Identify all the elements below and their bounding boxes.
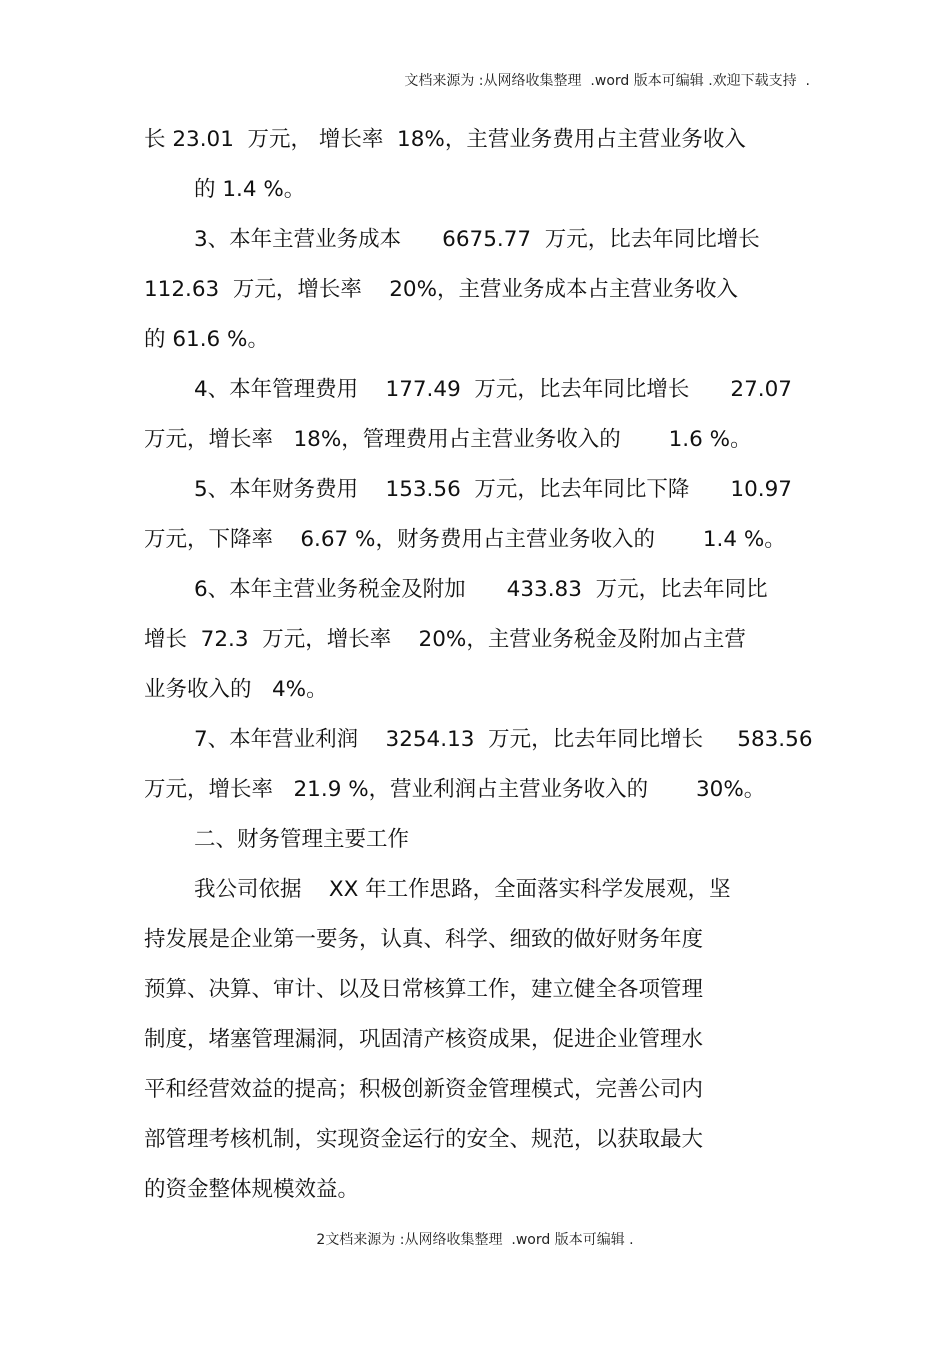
body-line: 5、本年财务费用 153.56 万元，比去年同比下降 10.97 xyxy=(194,477,792,502)
page-footer-note: 文档来源为 :从网络收集整理 .word 版本可编辑 . xyxy=(325,1232,634,1248)
body-line: 制度，堵塞管理漏洞，巩固清产核资成果，促进企业管理水 xyxy=(144,1027,704,1052)
body-line: 平和经营效益的提高；积极创新资金管理模式，完善公司内 xyxy=(144,1077,704,1102)
body-line: 持发展是企业第一要务，认真、科学、细致的做好财务年度 xyxy=(144,927,704,952)
body-line: 我公司依据 XX 年工作思路，全面落实科学发展观，坚 xyxy=(194,877,731,902)
body-line: 业务收入的 4%。 xyxy=(144,677,328,702)
page-number: 2 xyxy=(316,1232,326,1248)
document-body xyxy=(144,120,824,1220)
body-line: 的 61.6 %。 xyxy=(144,327,269,352)
body-line: 6、本年主营业务税金及附加 433.83 万元，比去年同比 xyxy=(194,577,768,602)
body-line: 112.63 万元，增长率 20%，主营业务成本占主营业务收入 xyxy=(144,277,739,302)
page-footer xyxy=(0,1229,950,1249)
body-line: 万元，增长率 21.9 %，营业利润占主营业务收入的 30%。 xyxy=(144,777,766,802)
section-heading: 二、财务管理主要工作 xyxy=(194,827,410,852)
body-line: 的资金整体规模效益。 xyxy=(144,1177,360,1202)
page-header-note: 文档来源为 :从网络收集整理 .word 版本可编辑 .欢迎下载支持 . xyxy=(404,73,810,89)
body-line: 的 1.4 %。 xyxy=(194,177,306,202)
body-line: 3、本年主营业务成本 6675.77 万元，比去年同比增长 xyxy=(194,227,760,252)
body-line: 预算、决算、审计、以及日常核算工作，建立健全各项管理 xyxy=(144,977,704,1002)
body-line: 增长 72.3 万元，增长率 20%，主营业务税金及附加占主营 xyxy=(144,627,746,652)
body-line: 万元，下降率 6.67 %，财务费用占主营业务收入的 1.4 %。 xyxy=(144,527,786,552)
body-line: 长 23.01 万元， 增长率 18%，主营业务费用占主营业务收入 xyxy=(144,127,746,152)
body-line: 万元，增长率 18%，管理费用占主营业务收入的 1.6 %。 xyxy=(144,427,752,452)
body-line: 7、本年营业利润 3254.13 万元，比去年同比增长 583.56 xyxy=(194,727,813,752)
body-line: 4、本年管理费用 177.49 万元，比去年同比增长 27.07 xyxy=(194,377,792,402)
body-line: 部管理考核机制，实现资金运行的安全、规范，以获取最大 xyxy=(144,1127,704,1152)
